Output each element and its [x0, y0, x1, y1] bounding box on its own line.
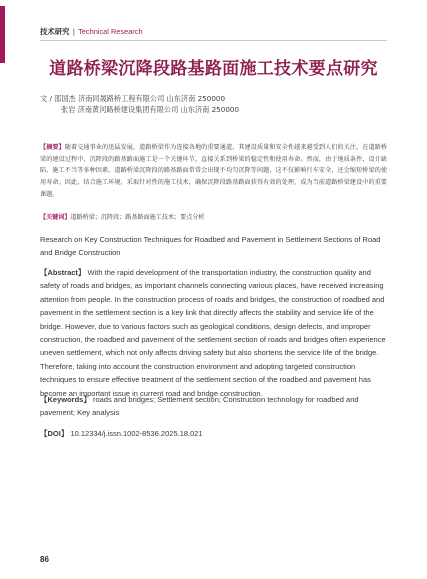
- section-header: [40, 27, 143, 37]
- keywords-en: [40, 393, 387, 420]
- keywords-cn-label: 【关键词】: [40, 214, 71, 221]
- doi: [40, 427, 387, 440]
- keywords-cn: [40, 212, 387, 224]
- section-separator: |: [72, 27, 76, 36]
- author-block: [40, 93, 239, 115]
- abstract-cn-label: 【摘要】: [40, 144, 65, 151]
- author-line-1: 文 / 邵国杰 济南同晟路桥工程有限公司 山东济南 250000: [40, 94, 226, 103]
- keywords-en-text: roads and bridges; Settlement section; Construction technology for roadbed and pavement; Key analysis: [40, 395, 359, 418]
- doi-label: 【DOI】: [40, 429, 69, 438]
- section-label-cn: 技术研究: [40, 27, 70, 36]
- keywords-en-label: 【Keywords】: [40, 395, 91, 404]
- abstract-cn: [40, 142, 387, 201]
- header-divider: [40, 40, 387, 41]
- doi-value: 10.12334/j.issn.1002-8536.2025.18.021: [70, 429, 203, 438]
- section-label-en: Technical Research: [78, 27, 143, 36]
- author-line-2: 张岩 济南黄河路桥建设集团有限公司 山东济南 250000: [61, 105, 240, 114]
- article-title: 道路桥梁沉降段路基路面施工技术要点研究: [49, 59, 378, 79]
- side-accent-bar: [0, 6, 5, 63]
- english-title: Research on Key Construction Techniques for Roadbed and Pavement in Settlement Sections of Road and Bridge Construction: [40, 235, 381, 258]
- abstract-en-text: With the rapid development of the transportation industry, the construction quality and safety of roads and bridges, as important channels connecting various places, have received increasing attention from people. In the construction process of roads and bridges, the construction of roadbed and pavement in the settlement section is a key link that directly affects the stability and service life of the bridge. However, due to various factors such as geological conditions, design defects, and improper construction, the roadbed and pavement of the settlement section of roads and bridges often experience uneven settlement, which not only affects driving safety but also shortens the service life of the bridge. Therefore, taking into account the construction environment and adopting targeted construction techniques to ensure effective treatment of the settlement section of the roadbed and pavement has become an important issue in current road and bridge construction.: [40, 268, 386, 398]
- abstract-en: [40, 266, 387, 400]
- abstract-en-label: 【Abstract】: [40, 268, 86, 277]
- keywords-cn-text: 道路桥梁；沉降段；路基路面施工技术；要点分析: [70, 214, 205, 221]
- abstract-cn-text: 随着交通事业的迅猛发展，道路桥梁作为连接各地的重要通道，其建设质量和安全性越来越受到人们的关注。在道路桥梁的建设过程中，沉降段的路基路面施工是一个关键环节，直接关系到桥梁的稳定性和使用寿命。然而，由于地质条件、设计缺陷、施工不当等多种因素，道路桥梁沉降段的路基路面常常会出现不均匀沉降等问题，这不仅影响行车安全，还会缩短桥梁的使用寿命。因此，结合施工环境，采取针对性的施工技术，确保沉降段路基路面获得有效的处理，成为当前道路桥梁建设中的重要课题。: [40, 144, 388, 198]
- page-number: 86: [40, 555, 49, 564]
